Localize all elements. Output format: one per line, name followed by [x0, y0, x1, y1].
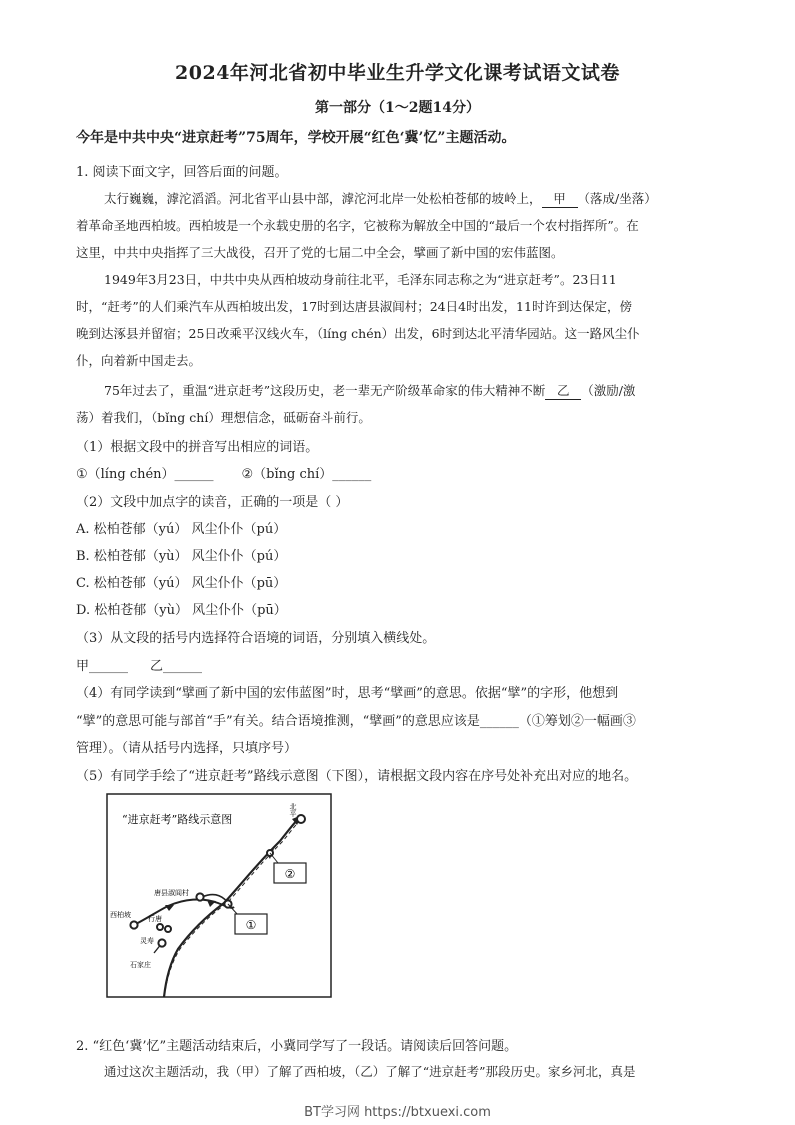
sub-question-2: （2）文段中加点字的读音，正确的一项是（ ）: [76, 495, 349, 510]
map-title: “进京赶考”路线示意图: [122, 813, 233, 826]
blank-yi: 乙: [545, 381, 581, 400]
station-marker: [157, 924, 163, 930]
station-marker: [165, 926, 171, 932]
sub-question-1: （1）根据文段中的拼音写出相应的词语。: [76, 440, 319, 455]
blank-jia: 甲: [542, 189, 578, 208]
passage-p2-line4: 仆，向着新中国走去。: [76, 353, 202, 368]
station-marker: [297, 815, 305, 823]
sub-question-4-line2: “擘”的意思可能与部首“手”有关。结合语境推测，“擘画”的意思应该是______（①筹划②一幅画③: [76, 714, 636, 729]
label-xibaipo: 西柏坡: [110, 911, 131, 919]
station-marker: [158, 939, 165, 946]
label-lingshou: 灵寿: [140, 937, 154, 945]
answer-box-2-label: ②: [284, 867, 296, 881]
passage-p2-line1: 1949年3月23日，中共中央从西柏坡动身前往北平，毛泽东同志称之为“进京赶考”。23日11: [104, 272, 617, 287]
station-marker: [130, 921, 137, 928]
passage-p2-line2: 时，“赶考”的人们乘汽车从西柏坡出发，17时到达唐县淑闾村；24日4时出发，11时许到达保定，傍: [76, 299, 632, 314]
passage-p3-line2: 荡）着我们，（bǐng chí）理想信念，砥砺奋斗前行。: [76, 410, 371, 425]
sub-question-1-answers: ①（líng chén）______ ②（bǐng chí）______: [76, 467, 372, 482]
option-c: C. 松柏苍郁（yú） 风尘仆仆（pū）: [76, 576, 287, 591]
passage-p1-line1: 太行巍巍，滹沱滔滔。河北省平山县中部，滹沱河北岸一处松柏苍郁的坡岭上， 甲 （落成/坐落）: [104, 191, 657, 206]
section-heading: 第一部分（1～2题14分）: [315, 100, 480, 116]
option-b: B. 松柏苍郁（yù） 风尘仆仆（pú）: [76, 549, 287, 564]
label-shijiazhuang: 石家庄: [130, 961, 151, 969]
passage-p2-line3: 晚到达涿县并留宿；25日改乘平汉线火车，（líng chén）出发，6时到达北平清华园站。这一路风尘仆: [76, 326, 640, 341]
sub-question-5: （5）有同学手绘了“进京赶考”路线示意图（下图），请根据文段内容在序号处补充出对应的地名。: [76, 769, 638, 784]
passage-p3-line1: 75年过去了，重温“进京赶考”这段历史，老一辈无产阶级革命家的伟大精神不断 乙 （激励/激: [104, 383, 636, 398]
sub-question-4-line1: （4）有同学读到“擘画了新中国的宏伟蓝图”时，思考“擘画”的意思。依据“擘”的字形，他想到: [76, 686, 619, 701]
label-beiping: 北平: [289, 803, 297, 817]
passage-p1-line3: 这里，中共中央指挥了三大战役，召开了党的七届二中全会，擘画了新中国的宏伟蓝图。: [76, 245, 564, 260]
option-d: D. 松柏苍郁（yù） 风尘仆仆（pū）: [76, 603, 287, 618]
site-watermark: BT学习网 https://btxuexi.com: [304, 1105, 491, 1120]
answer-box-1-label: ①: [245, 918, 257, 932]
passage-p1-line2: 着革命圣地西柏坡。西柏坡是一个永载史册的名字，它被称为解放全中国的“最后一个农村指挥所”。在: [76, 218, 639, 233]
question-2-prompt: 2. “红色‘冀’忆”主题活动结束后，小冀同学写了一段话。请阅读后回答问题。: [76, 1039, 518, 1054]
route-map: [106, 793, 332, 998]
label-tangxian: 唐县淑闾村: [154, 889, 189, 897]
sub-question-3-answers: 甲______ 乙______: [76, 659, 203, 674]
option-a: A. 松柏苍郁（yú） 风尘仆仆（pú）: [76, 522, 287, 537]
question-1-prompt: 1. 阅读下面文字，回答后面的问题。: [76, 165, 288, 180]
label-hangtang: 行唐: [148, 915, 162, 923]
exam-title: 2024年河北省初中毕业生升学文化课考试语文试卷: [175, 62, 620, 84]
sub-question-3: （3）从文段的括号内选择符合语境的词语，分别填入横线处。: [76, 631, 436, 646]
sub-question-4-line3: 管理）。（请从括号内选择，只填序号）: [76, 741, 298, 756]
theme-intro: 今年是中共中央“进京赶考”75周年，学校开展“红色‘冀’忆”主题活动。: [76, 130, 516, 146]
question-2-passage-line1: 通过这次主题活动，我（甲）了解了西柏坡，（乙）了解了“进京赶考”那段历史。家乡河北，真是: [104, 1064, 636, 1079]
station-marker: [196, 893, 203, 900]
